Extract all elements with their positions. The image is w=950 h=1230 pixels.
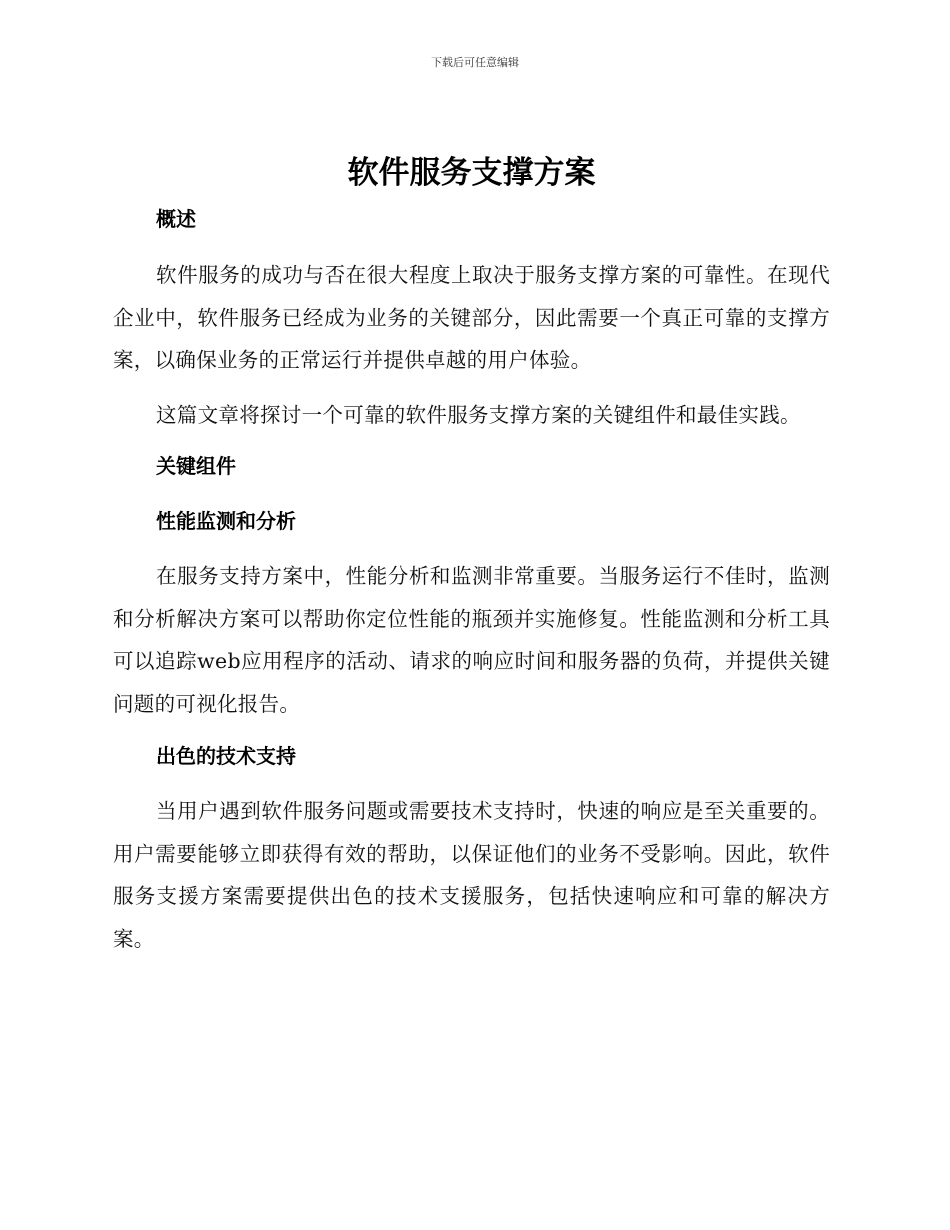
paragraph-tech-support: 当用户遇到软件服务问题或需要技术支持时，快速的响应是至关重要的。用户需要能够立即获得有效的帮助，以保证他们的业务不受影响。因此，软件服务支援方案需要提供出色的技术支援服务，包括快速响应和可靠的解决方案。 — [113, 799, 830, 951]
section-overview — [113, 204, 830, 436]
section-heading-overview: 概述 — [156, 207, 196, 231]
paragraph-performance-monitoring: 在服务支持方案中，性能分析和监测非常重要。当服务运行不佳时，监测和分析解决方案可以帮助你定位性能的瓶颈并实施修复。性能监测和分析工具可以追踪web应用程序的活动、请求的响应时间和服务器的负荷，并提供关键问题的可视化报告。 — [113, 564, 830, 716]
document-title: 软件服务支撑方案 — [347, 155, 596, 191]
document-body — [113, 148, 830, 960]
section-performance-monitoring — [113, 506, 830, 725]
section-key-components — [113, 451, 830, 481]
paragraph-overview-1: 软件服务的成功与否在很大程度上取决于服务支撑方案的可靠性。在现代企业中，软件服务已经成为业务的关键部分，因此需要一个真正可靠的支撑方案，以确保业务的正常运行并提供卓越的用户体验。 — [113, 263, 830, 372]
section-tech-support — [113, 741, 830, 960]
paragraph-overview-2: 这篇文章将探讨一个可靠的软件服务支撑方案的关键组件和最佳实践。 — [156, 402, 801, 427]
section-heading-key-components: 关键组件 — [156, 454, 236, 478]
page-header-note: 下载后可任意编辑 — [431, 56, 519, 69]
section-heading-tech-support: 出色的技术支持 — [156, 744, 296, 768]
section-heading-performance-monitoring: 性能监测和分析 — [156, 509, 296, 533]
